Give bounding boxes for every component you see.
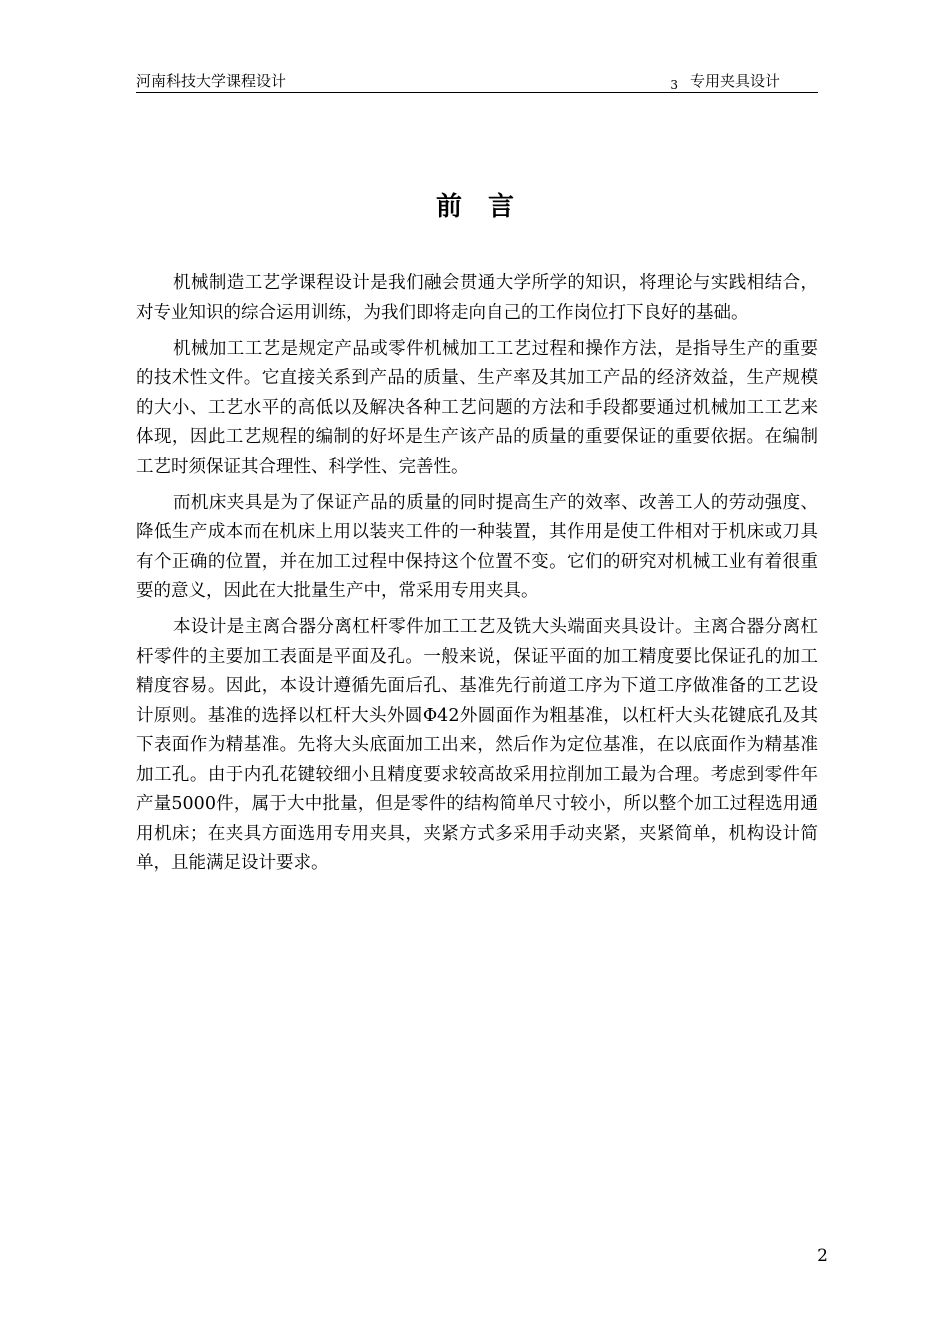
page-header [136,66,818,93]
paragraph-2: 机械加工工艺是规定产品或零件机械加工工艺过程和操作方法，是指导生产的重要的技术性文件。它直接关系到产品的质量、生产率及其加工产品的经济效益，生产规模的大小、工艺水平的高低以及解决各种工艺问题的方法和手段都要通过机械加工工艺来体现，因此工艺规程的编制的好坏是生产该产品的质量的重要保证的重要依据。在编制工艺时须保证其合理性、科学性、完善性。 [136,338,818,477]
paragraph-4: 本设计是主离合器分离杠杆零件加工工艺及铣大头端面夹具设计。主离合器分离杠杆零件的主要加工表面是平面及孔。一般来说，保证平面的加工精度要比保证孔的加工精度容易。因此，本设计遵循先面后孔、基准先行前道工序为下道工序做准备的工艺设计原则。基准的选择以杠杆大头外圆Φ42外圆面作为粗基准，以杠杆大头花键底孔及其下表面作为精基准。先将大头底面加工出来，然后作为定位基准，在以底面作为精基准加工孔。由于内孔花键较细小且精度要求较高故采用拉削加工最为合理。考虑到零件年产量5000件，属于大中批量，但是零件的结构简单尺寸较小，所以整个加工过程选用通用机床；在夹具方面选用专用夹具，夹紧方式多采用手动夹紧，夹紧简单，机构设计简单，且能满足设计要求。 [136,617,818,873]
paragraph-1: 机械制造工艺学课程设计是我们融会贯通大学所学的知识，将理论与实践相结合，对专业知识的综合运用训练，为我们即将走向自己的工作岗位打下良好的基础。 [136,273,818,323]
document-body [136,269,818,885]
page-title: 前言 [435,192,540,222]
header-school-title: 河南科技大学课程设计 [136,72,287,90]
header-chapter-title: 专用夹具设计 [689,72,780,90]
header-chapter [670,70,780,91]
page-number: 2 [817,1246,828,1266]
paragraph-3: 而机床夹具是为了保证产品的质量的同时提高生产的效率、改善工人的劳动强度、降低生产成本而在机床上用以装夹工件的一种装置，其作用是使工件相对于机床或刀具有个正确的位置，并在加工过程中保持这个位置不变。它们的研究对机械工业有着很重要的意义，因此在大批量生产中，常采用专用夹具。 [136,492,818,601]
header-chapter-number: 3 [670,78,678,92]
